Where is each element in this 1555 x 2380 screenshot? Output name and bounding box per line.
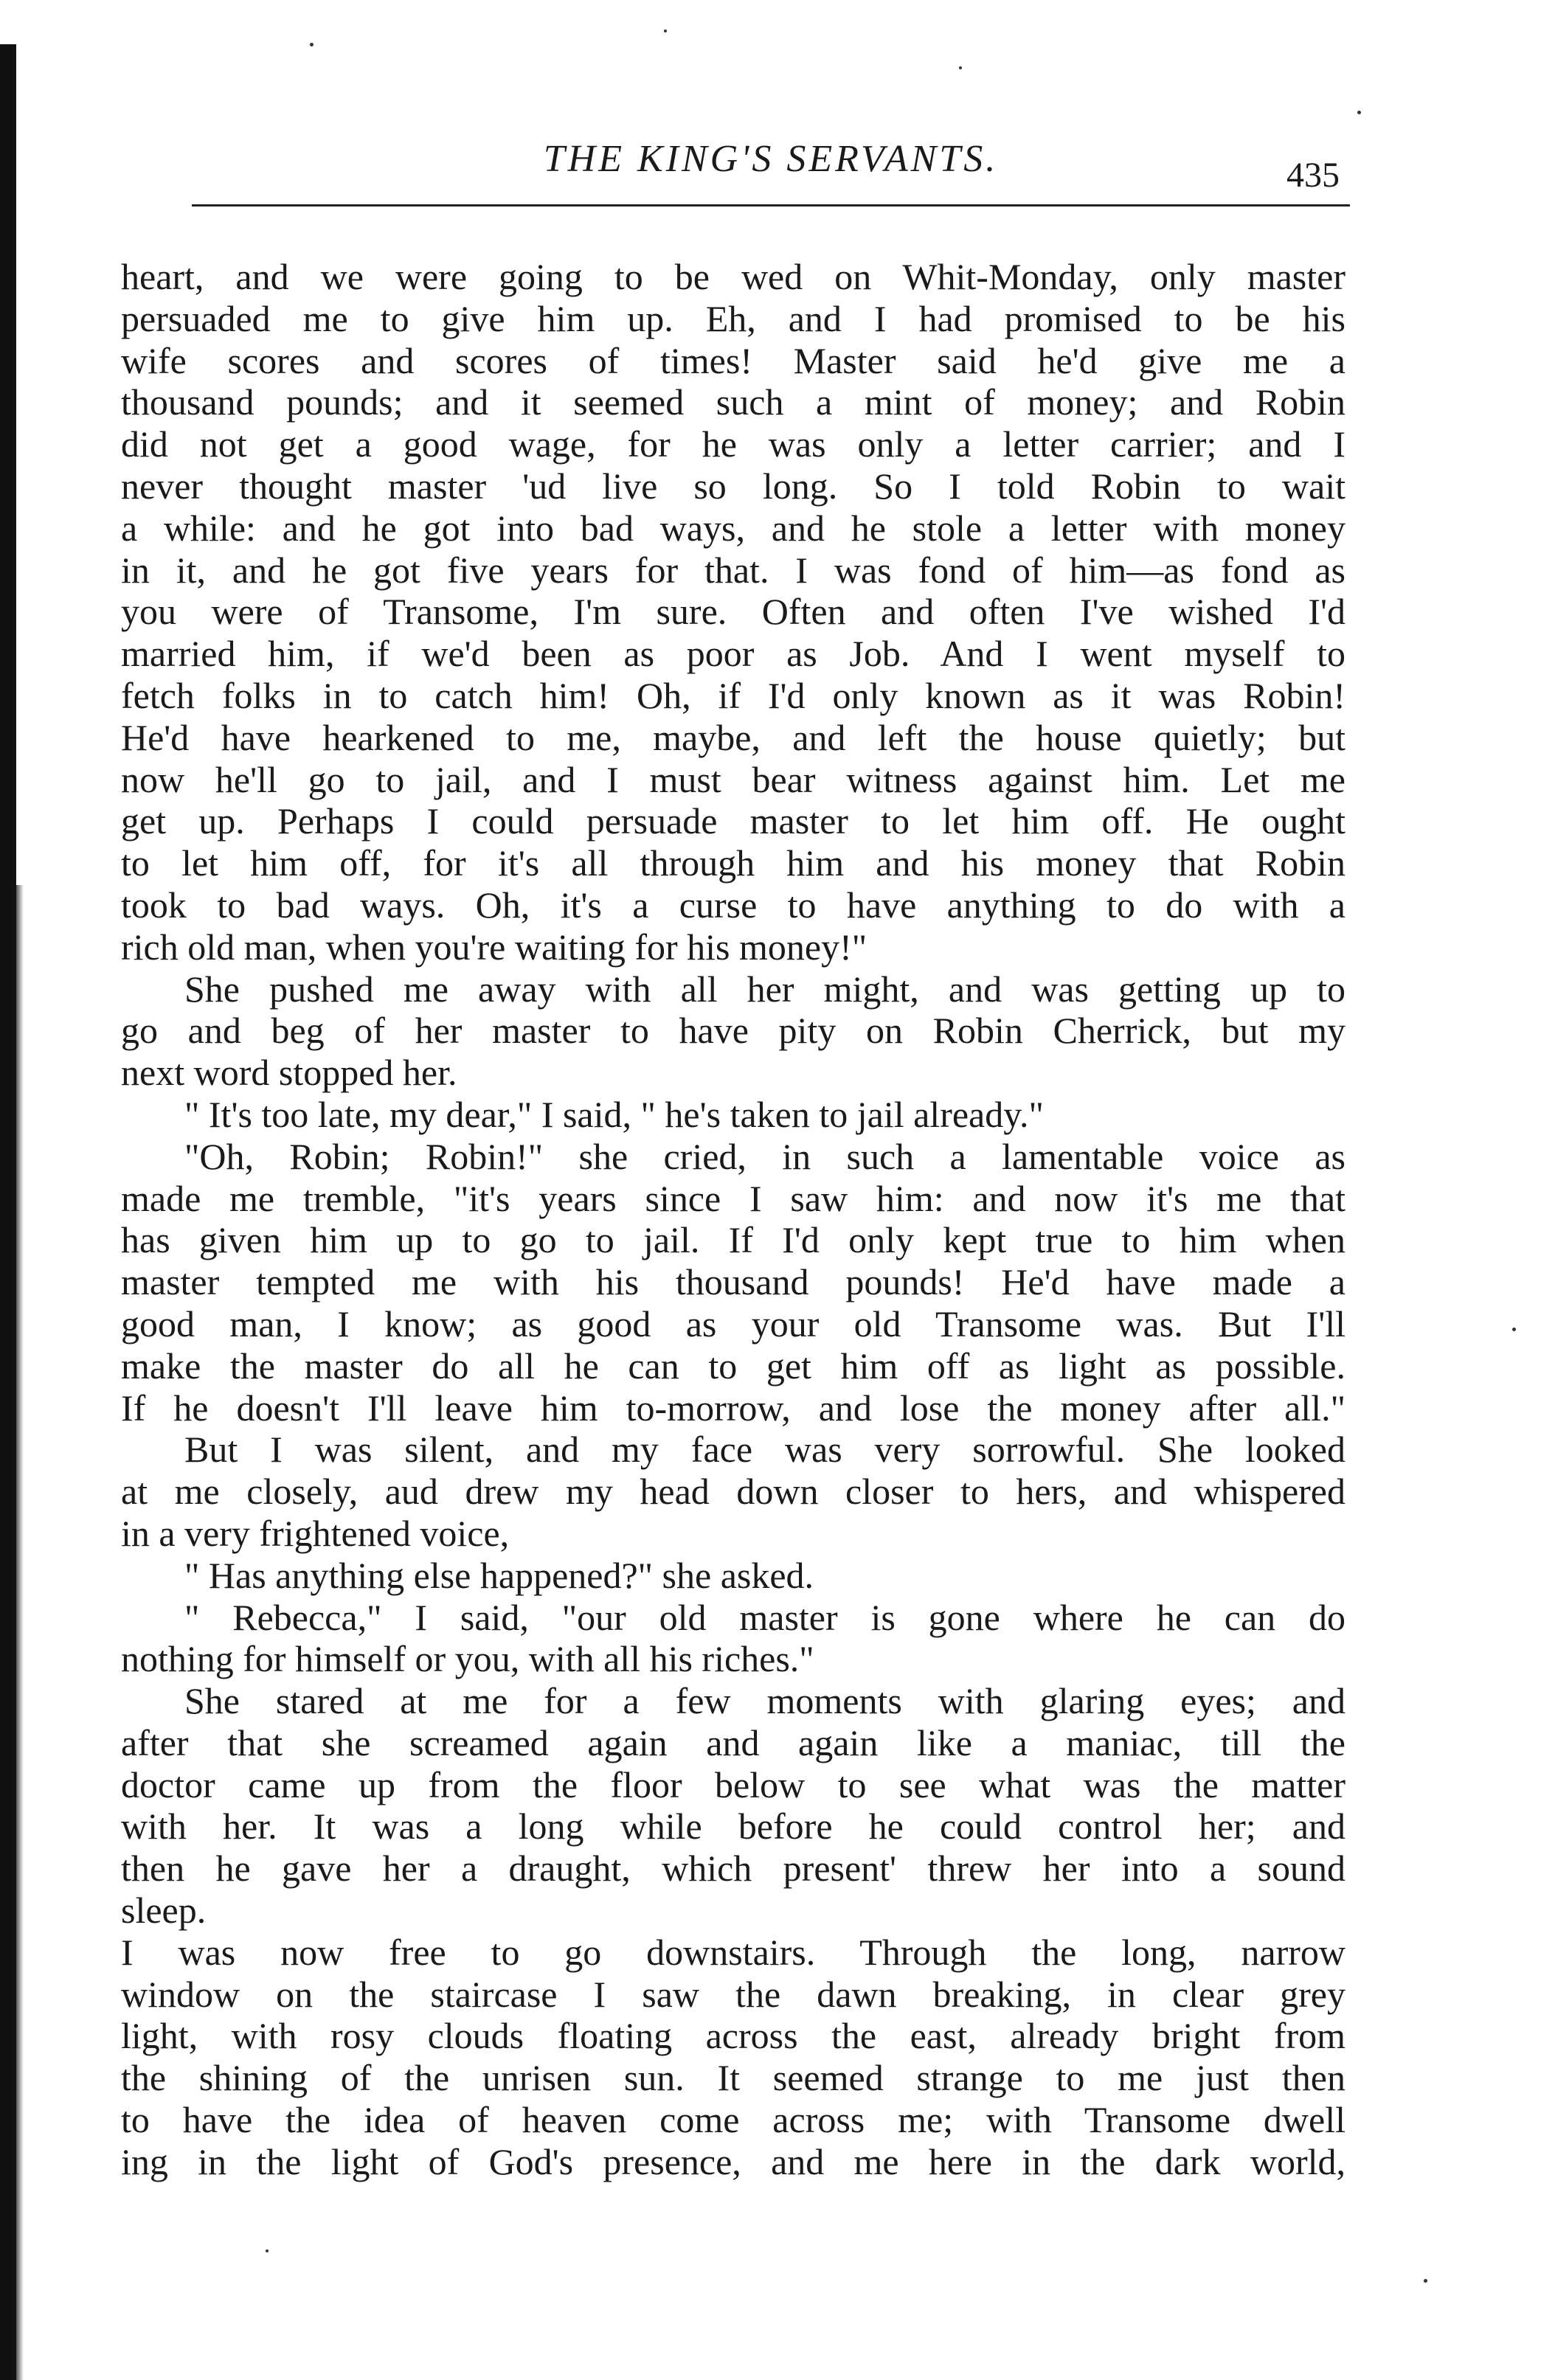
print-speck xyxy=(1424,2279,1427,2283)
text-line: "Oh, Robin; Robin!" she cried, in such a lamentable voice as xyxy=(184,1135,1346,1177)
text-line: nothing for himself or you, with all his riches." xyxy=(121,1638,814,1680)
text-line: after that she screamed again and again like a maniac, till the xyxy=(121,1721,1346,1763)
text-line: master tempted me with his thousand pounds! He'd have made a xyxy=(121,1261,1346,1303)
text-line: at me closely, aud drew my head down closer to hers, and whispered xyxy=(121,1471,1346,1513)
text-line: " It's too late, my dear," I said, " he's taken to jail already." xyxy=(184,1093,1044,1135)
text-line: never thought master 'ud live so long. So I told Robin to wait xyxy=(121,465,1346,507)
text-line: get up. Perhaps I could persuade master to let him off. He ought xyxy=(121,800,1346,842)
text-line: light, with rosy clouds floating across the east, already bright from xyxy=(121,2015,1346,2057)
text-line: go and beg of her master to have pity on Robin Cherrick, but my xyxy=(121,1010,1346,1052)
print-speck xyxy=(664,30,667,32)
text-line: He'd have hearkened to me, maybe, and left the house quietly; but xyxy=(121,716,1346,758)
text-line: next word stopped her. xyxy=(121,1052,457,1094)
text-line: make the master do all he can to get him off as light as possible. xyxy=(121,1345,1346,1387)
text-line: married him, if we'd been as poor as Job. And I went myself to xyxy=(121,633,1346,675)
text-line: then he gave her a draught, which present' threw her into a sound xyxy=(121,1848,1346,1890)
print-speck xyxy=(310,43,314,46)
text-line: But I was silent, and my face was very sorrowful. She looked xyxy=(184,1429,1346,1471)
print-speck xyxy=(959,66,962,69)
text-line: you were of Transome, I'm sure. Often and often I've wished I'd xyxy=(121,591,1346,633)
print-speck xyxy=(266,2249,269,2252)
text-line: She stared at me for a few moments with glaring eyes; and xyxy=(184,1680,1346,1722)
body-text xyxy=(121,256,1346,2183)
text-line: " Rebecca," I said, "our old master is gone where he can do xyxy=(184,1596,1346,1638)
page-binding-shadow xyxy=(16,885,24,2380)
running-title: THE KING'S SERVANTS. xyxy=(543,138,999,180)
text-line: made me tremble, "it's years since I saw him: and now it's me that xyxy=(121,1177,1346,1219)
text-line: to let him off, for it's all through him and his money that Robin xyxy=(121,842,1346,884)
page-number: 435 xyxy=(1286,156,1340,195)
text-line: She pushed me away with all her might, and was getting up to xyxy=(184,968,1346,1010)
text-line: heart, and we were going to be wed on Whit-Monday, only master xyxy=(121,256,1346,297)
text-line: to have the idea of heaven come across me; with Transome dwell xyxy=(121,2099,1346,2141)
text-line: has given him up to go to jail. If I'd only kept true to him when xyxy=(121,1219,1346,1261)
text-line: good man, I know; as good as your old Transome was. But I'll xyxy=(121,1302,1346,1345)
text-line: in a very frightened voice, xyxy=(121,1512,510,1554)
text-line: persuaded me to give him up. Eh, and I had promised to be his xyxy=(121,297,1346,339)
text-line: in it, and he got five years for that. I was fond of him—as fond as xyxy=(121,549,1346,591)
page-header xyxy=(192,133,1350,207)
text-line: a while: and he got into bad ways, and he stole a letter with money xyxy=(121,507,1346,549)
text-line: with her. It was a long while before he could control her; and xyxy=(121,1805,1346,1848)
page-binding-edge xyxy=(0,44,16,2380)
text-line: now he'll go to jail, and I must bear witness against him. Let me xyxy=(121,758,1346,800)
text-line: fetch folks in to catch him! Oh, if I'd only known as it was Robin! xyxy=(121,674,1346,716)
text-line: rich old man, when you're waiting for his money!" xyxy=(121,926,867,968)
text-line: I was now free to go downstairs. Through the long, narrow xyxy=(121,1931,1346,1973)
text-line: ing in the light of God's presence, and me here in the dark world, xyxy=(121,2140,1346,2182)
print-speck xyxy=(1512,1328,1516,1331)
text-line: window on the staircase I saw the dawn breaking, in clear grey xyxy=(121,1973,1346,2015)
text-line: the shining of the unrisen sun. It seemed strange to me just then xyxy=(121,2057,1346,2099)
header-rule xyxy=(192,204,1350,207)
print-speck xyxy=(1357,111,1361,114)
text-line: If he doesn't I'll leave him to-morrow, and lose the money after all." xyxy=(121,1387,1346,1429)
text-line: did not get a good wage, for he was only a letter carrier; and I xyxy=(121,423,1346,465)
text-line: sleep. xyxy=(121,1890,207,1932)
text-line: took to bad ways. Oh, it's a curse to have anything to do with a xyxy=(121,884,1346,926)
text-line: doctor came up from the floor below to see what was the matter xyxy=(121,1763,1346,1805)
text-line: thousand pounds; and it seemed such a mint of money; and Robin xyxy=(121,381,1346,423)
text-line: wife scores and scores of times! Master said he'd give me a xyxy=(121,339,1346,381)
text-line: " Has anything else happened?" she asked. xyxy=(184,1554,814,1596)
